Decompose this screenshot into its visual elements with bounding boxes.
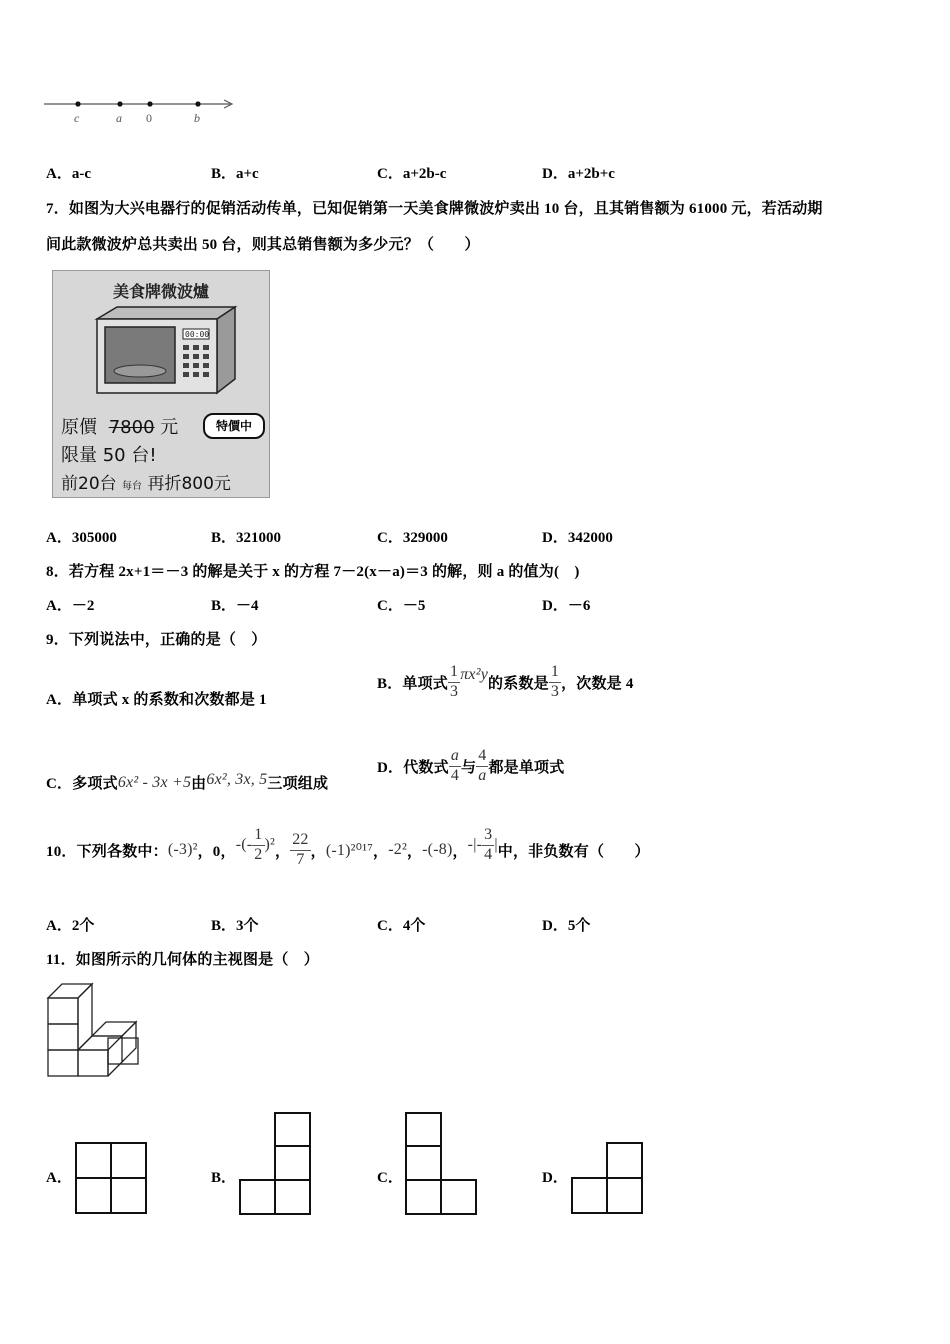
ad-title: 美食牌微波爐 bbox=[112, 282, 209, 301]
q7-option-b: B．321000 bbox=[211, 530, 282, 546]
number-line-label-a: a bbox=[116, 111, 122, 125]
q9-d-fraction-1: $\frac{a}{4}$ bbox=[450, 747, 460, 784]
q11-option-a-view bbox=[75, 1142, 149, 1216]
q10-number-4: (-1)²⁰¹⁷ bbox=[325, 842, 374, 860]
q6-option-c: C．a+2b-c bbox=[377, 166, 447, 182]
q11-option-b-label: B． bbox=[211, 1170, 237, 1186]
q9-option-b: B．单项式 $\frac{1}{3}$ πx²y 的系数是 $\frac{1}{3}$ ，次数是 4 bbox=[377, 663, 634, 700]
q7-option-a: A．305000 bbox=[46, 530, 117, 546]
q11-option-c-view bbox=[405, 1112, 479, 1216]
q10-option-b: B．3个 bbox=[211, 918, 259, 934]
q6-option-a: A．a-c bbox=[46, 166, 91, 182]
q9-d-fraction-2: $\frac{4}{a}$ bbox=[478, 747, 487, 784]
q11-option-d-label: D． bbox=[542, 1170, 568, 1186]
q10-number-7: -|- $\frac{3}{4}$ | bbox=[467, 826, 498, 863]
q10-text: 10．下列各数中： (-3)² ，0， -(- $\frac{1}{2}$ )² ， $\frac{22}{7}$ ， (-1)²⁰¹⁷ ， -2² ， -(-8) ， -|- $\frac{3}{4}$ | 中，非负数有（ ） bbox=[46, 826, 650, 868]
microwave-image bbox=[89, 301, 239, 401]
q11-option-c-label: C． bbox=[377, 1170, 403, 1186]
q10-option-c: C．4个 bbox=[377, 918, 426, 934]
q9-b-fraction: $\frac{1}{3}$ bbox=[450, 663, 459, 700]
q9-b-coefficient: $\frac{1}{3}$ bbox=[550, 663, 560, 700]
q9-text: 9．下列说法中，正确的是（ ） bbox=[46, 632, 267, 648]
ad-special-price-badge: 特價中 bbox=[203, 413, 265, 439]
q6-option-b: B．a+c bbox=[211, 166, 259, 182]
q9-option-a: A．单项式 x 的系数和次数都是 1 bbox=[46, 692, 267, 708]
q11-option-a-label: A． bbox=[46, 1170, 72, 1186]
number-line-label-c: c bbox=[74, 111, 80, 125]
ad-original-price-value: 7800 bbox=[108, 417, 155, 438]
q10-option-d: D．5个 bbox=[542, 918, 591, 934]
q8-option-d: D．－6 bbox=[542, 598, 591, 614]
q7-text-line2: 间此款微波炉总共卖出 50 台，则其总销售额为多少元？（ ） bbox=[46, 237, 480, 253]
q8-option-b: B．－4 bbox=[211, 598, 259, 614]
q7-option-c: C．329000 bbox=[377, 530, 448, 546]
microwave-ad-flyer bbox=[52, 270, 270, 498]
q9-c-polynomial: 6x² - 3x +5 bbox=[117, 773, 192, 791]
q10-number-6: -(-8) bbox=[422, 841, 453, 859]
ad-limit: 限量 50 台! bbox=[61, 445, 157, 466]
q10-number-3: $\frac{22}{7}$ bbox=[292, 831, 309, 868]
q6-option-d: D．a+2b+c bbox=[542, 166, 615, 182]
q11-solid-figure bbox=[44, 978, 144, 1084]
number-line-label-0: 0 bbox=[146, 111, 152, 125]
q8-text: 8．若方程 2x+1＝－3 的解是关于 x 的方程 7－2(x－a)＝3 的解，则 a 的值为( ) bbox=[46, 564, 580, 580]
q9-option-d: D．代数式 $\frac{a}{4}$ 与 $\frac{4}{a}$ 都是单项式 bbox=[377, 747, 565, 784]
q10-option-a: A．2个 bbox=[46, 918, 95, 934]
q11-text: 11．如图所示的几何体的主视图是（ ） bbox=[46, 952, 319, 968]
ad-first-20-discount: 前20台 每台 再折800元 bbox=[61, 474, 231, 494]
q11-option-b-view bbox=[239, 1112, 313, 1216]
number-line-label-b: b bbox=[194, 111, 200, 125]
q7-option-d: D．342000 bbox=[542, 530, 613, 546]
q7-text-line1: 7．如图为大兴电器行的促销活动传单，已知促销第一天美食牌微波炉卖出 10 台，且其销售额为 61000 元，若活动期 bbox=[46, 201, 823, 217]
q8-option-c: C．－5 bbox=[377, 598, 426, 614]
q10-number-1: (-3)² bbox=[167, 841, 198, 859]
q9-b-term: πx²y bbox=[460, 666, 489, 684]
q11-option-d-view bbox=[571, 1142, 645, 1216]
q9-c-terms: 6x², 3x, 5 bbox=[206, 770, 268, 788]
q8-option-a: A．－2 bbox=[46, 598, 95, 614]
q10-number-5: -2² bbox=[388, 841, 407, 859]
ad-original-price: 原價 7800 元 bbox=[61, 417, 179, 438]
microwave-display: 00:00 bbox=[185, 330, 210, 339]
q10-number-2: -(- $\frac{1}{2}$ )² bbox=[235, 826, 276, 863]
number-line-figure bbox=[40, 92, 240, 128]
q9-option-c: C．多项式 6x² - 3x +5 由 6x², 3x, 5 三项组成 bbox=[46, 770, 329, 792]
